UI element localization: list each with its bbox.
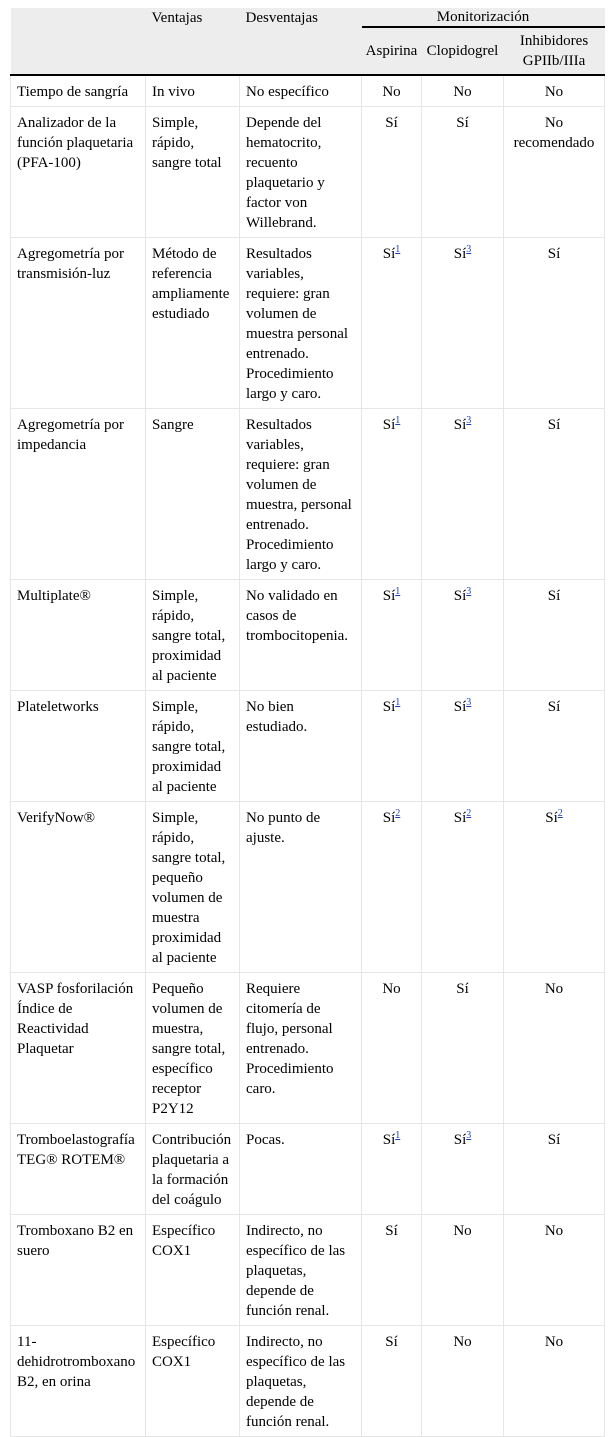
row-inhibidores-value: No recomendado	[513, 115, 595, 151]
row-clopidogrel-value: No	[453, 1334, 472, 1350]
row-ventajas-cell: Simple, rápido, sangre total	[146, 107, 240, 238]
row-aspirina-cell	[362, 1215, 422, 1326]
table-row	[11, 238, 605, 409]
reference-superscript	[395, 805, 400, 819]
row-ventajas-cell: Simple, rápido, sangre total, pequeño volumen de muestra proximidad al paciente	[146, 802, 240, 973]
row-desventajas-cell: Requiere citomería de flujo, personal entrenado. Procedimiento caro.	[240, 973, 362, 1124]
row-aspirina-value: Sí	[385, 1334, 398, 1350]
row-name-cell: Tromboxano B2 en suero	[11, 1215, 146, 1326]
row-aspirina-cell	[362, 973, 422, 1124]
table-row	[11, 75, 605, 107]
row-desventajas-cell: Depende del hematocrito, recuento plaquetario y factor von Willebrand.	[240, 107, 362, 238]
table-row	[11, 1124, 605, 1215]
row-aspirina-value: Sí	[382, 246, 396, 262]
row-clopidogrel-cell	[422, 802, 504, 973]
table-row	[11, 802, 605, 973]
row-inhibidores-cell	[504, 691, 605, 802]
header-ventajas: Ventajas	[146, 8, 240, 75]
header-clopidogrel: Clopidogrel	[422, 27, 504, 75]
reference-superscript	[395, 412, 400, 426]
row-name-cell: Tromboelastografía TEG® ROTEM®	[11, 1124, 146, 1215]
row-inhibidores-cell	[504, 409, 605, 580]
row-clopidogrel-value: Sí	[453, 1132, 467, 1148]
reference-superscript	[466, 694, 471, 708]
row-inhibidores-value: No	[544, 1334, 564, 1350]
row-aspirina-value: No	[382, 981, 401, 997]
row-aspirina-cell	[362, 409, 422, 580]
row-clopidogrel-cell	[422, 691, 504, 802]
row-clopidogrel-cell	[422, 238, 504, 409]
row-inhibidores-value: Sí	[547, 699, 561, 715]
reference-link[interactable]: 1	[395, 586, 401, 597]
row-desventajas-cell: Indirecto, no específico de las plaquetas, depende de función renal.	[240, 1326, 362, 1437]
row-ventajas-cell: Pequeño volumen de muestra, sangre total, específico receptor P2Y12	[146, 973, 240, 1124]
row-ventajas-cell: Sangre	[146, 409, 240, 580]
row-clopidogrel-value: Sí	[456, 981, 469, 997]
row-inhibidores-value: No	[544, 84, 564, 100]
row-inhibidores-cell	[504, 802, 605, 973]
row-inhibidores-value: Sí	[547, 588, 561, 604]
row-inhibidores-value: Sí	[545, 810, 558, 826]
reference-link[interactable]: 1	[395, 697, 401, 708]
table-row	[11, 691, 605, 802]
row-clopidogrel-value: Sí	[456, 115, 469, 131]
row-ventajas-cell: Específico COX1	[146, 1326, 240, 1437]
row-desventajas-cell: No punto de ajuste.	[240, 802, 362, 973]
row-inhibidores-cell	[504, 107, 605, 238]
table-header	[11, 8, 605, 75]
row-aspirina-cell	[362, 75, 422, 107]
row-aspirina-cell	[362, 580, 422, 691]
row-ventajas-cell: Simple, rápido, sangre total, proximidad al paciente	[146, 691, 240, 802]
row-aspirina-value: Sí	[382, 1132, 396, 1148]
row-clopidogrel-cell	[422, 107, 504, 238]
row-clopidogrel-value: No	[453, 84, 472, 100]
row-aspirina-value: Sí	[385, 115, 398, 131]
row-desventajas-cell: No específico	[240, 75, 362, 107]
row-clopidogrel-cell	[422, 409, 504, 580]
header-desventajas: Desventajas	[240, 8, 362, 75]
row-aspirina-cell	[362, 691, 422, 802]
row-clopidogrel-value: Sí	[453, 417, 467, 433]
platelet-function-tests-table	[10, 8, 605, 1437]
table-row	[11, 409, 605, 580]
table-row	[11, 580, 605, 691]
reference-link[interactable]: 1	[395, 244, 401, 255]
row-clopidogrel-value: No	[453, 1223, 472, 1239]
row-ventajas-cell: Método de referencia ampliamente estudiado	[146, 238, 240, 409]
row-clopidogrel-cell	[422, 75, 504, 107]
reference-superscript	[395, 694, 400, 708]
row-ventajas-cell: In vivo	[146, 75, 240, 107]
table-row	[11, 1215, 605, 1326]
reference-superscript	[466, 241, 471, 255]
row-inhibidores-cell	[504, 238, 605, 409]
reference-link[interactable]: 2	[395, 808, 401, 819]
table-body	[11, 75, 605, 1437]
table-row	[11, 973, 605, 1124]
reference-link[interactable]: 1	[395, 1130, 401, 1141]
reference-superscript	[395, 1127, 400, 1141]
table-row	[11, 107, 605, 238]
reference-superscript	[466, 1127, 471, 1141]
row-name-cell: Agregometría por impedancia	[11, 409, 146, 580]
table-row	[11, 1326, 605, 1437]
header-empty-cell	[11, 8, 146, 75]
row-aspirina-value: No	[382, 84, 401, 100]
reference-link[interactable]: 1	[395, 415, 401, 426]
row-inhibidores-cell	[504, 75, 605, 107]
row-aspirina-value: Sí	[382, 417, 396, 433]
reference-superscript	[395, 241, 400, 255]
row-inhibidores-cell	[504, 973, 605, 1124]
row-name-cell: Plateletworks	[11, 691, 146, 802]
row-clopidogrel-cell	[422, 580, 504, 691]
row-aspirina-cell	[362, 107, 422, 238]
reference-link[interactable]: 3	[466, 244, 472, 255]
row-inhibidores-value: No	[544, 1223, 564, 1239]
row-inhibidores-value: No	[544, 981, 564, 997]
row-desventajas-cell: No validado en casos de trombocitopenia.	[240, 580, 362, 691]
row-name-cell: Multiplate®	[11, 580, 146, 691]
row-aspirina-value: Sí	[382, 699, 396, 715]
reference-link[interactable]: 3	[466, 586, 472, 597]
row-ventajas-cell: Simple, rápido, sangre total, proximidad al paciente	[146, 580, 240, 691]
row-desventajas-cell: Pocas.	[240, 1124, 362, 1215]
row-aspirina-value: Sí	[382, 588, 396, 604]
row-inhibidores-cell	[504, 1326, 605, 1437]
row-ventajas-cell: Contribución plaquetaria a la formación del coágulo	[146, 1124, 240, 1215]
row-inhibidores-value: Sí	[547, 246, 561, 262]
reference-link[interactable]: 3	[466, 697, 472, 708]
row-clopidogrel-cell	[422, 1326, 504, 1437]
row-inhibidores-value: Sí	[547, 417, 561, 433]
reference-link[interactable]: 2	[466, 808, 472, 819]
row-name-cell: VerifyNow®	[11, 802, 146, 973]
row-clopidogrel-value: Sí	[453, 699, 467, 715]
header-inhibidores: Inhibidores GPIIb/IIIa	[504, 27, 605, 75]
row-clopidogrel-cell	[422, 1124, 504, 1215]
row-inhibidores-cell	[504, 1124, 605, 1215]
row-clopidogrel-value: Sí	[453, 588, 467, 604]
row-name-cell: Agregometría por transmisión-luz	[11, 238, 146, 409]
row-desventajas-cell: Indirecto, no específico de las plaquetas, depende de función renal.	[240, 1215, 362, 1326]
reference-superscript	[395, 583, 400, 597]
header-aspirina: Aspirina	[362, 27, 422, 75]
row-inhibidores-value: Sí	[547, 1132, 561, 1148]
row-aspirina-cell	[362, 238, 422, 409]
row-name-cell: VASP fosforilación Índice de Reactividad Plaquetar	[11, 973, 146, 1124]
row-inhibidores-cell	[504, 1215, 605, 1326]
row-aspirina-cell	[362, 1326, 422, 1437]
reference-link[interactable]: 3	[466, 1130, 472, 1141]
reference-link[interactable]: 3	[466, 415, 472, 426]
row-aspirina-cell	[362, 1124, 422, 1215]
row-name-cell: Tiempo de sangría	[11, 75, 146, 107]
row-name-cell: 11-dehidrotromboxano B2, en orina	[11, 1326, 146, 1437]
row-aspirina-value: Sí	[382, 810, 396, 826]
row-desventajas-cell: Resultados variables, requiere: gran volumen de muestra personal entrenado. Procedimiento largo y caro.	[240, 238, 362, 409]
reference-superscript	[558, 805, 563, 819]
reference-link[interactable]: 2	[557, 808, 563, 819]
row-desventajas-cell: Resultados variables, requiere: gran volumen de muestra, personal entrenado. Procedimiento largo y caro.	[240, 409, 362, 580]
row-clopidogrel-cell	[422, 973, 504, 1124]
row-aspirina-value: Sí	[385, 1223, 398, 1239]
row-clopidogrel-value: Sí	[453, 246, 467, 262]
row-desventajas-cell: No bien estudiado.	[240, 691, 362, 802]
header-monitorizacion: Monitorización	[362, 8, 605, 27]
reference-superscript	[466, 412, 471, 426]
row-clopidogrel-value: Sí	[453, 810, 467, 826]
row-clopidogrel-cell	[422, 1215, 504, 1326]
row-inhibidores-cell	[504, 580, 605, 691]
reference-superscript	[466, 805, 471, 819]
row-name-cell: Analizador de la función plaquetaria (PFA-100)	[11, 107, 146, 238]
row-ventajas-cell: Específico COX1	[146, 1215, 240, 1326]
row-aspirina-cell	[362, 802, 422, 973]
reference-superscript	[466, 583, 471, 597]
